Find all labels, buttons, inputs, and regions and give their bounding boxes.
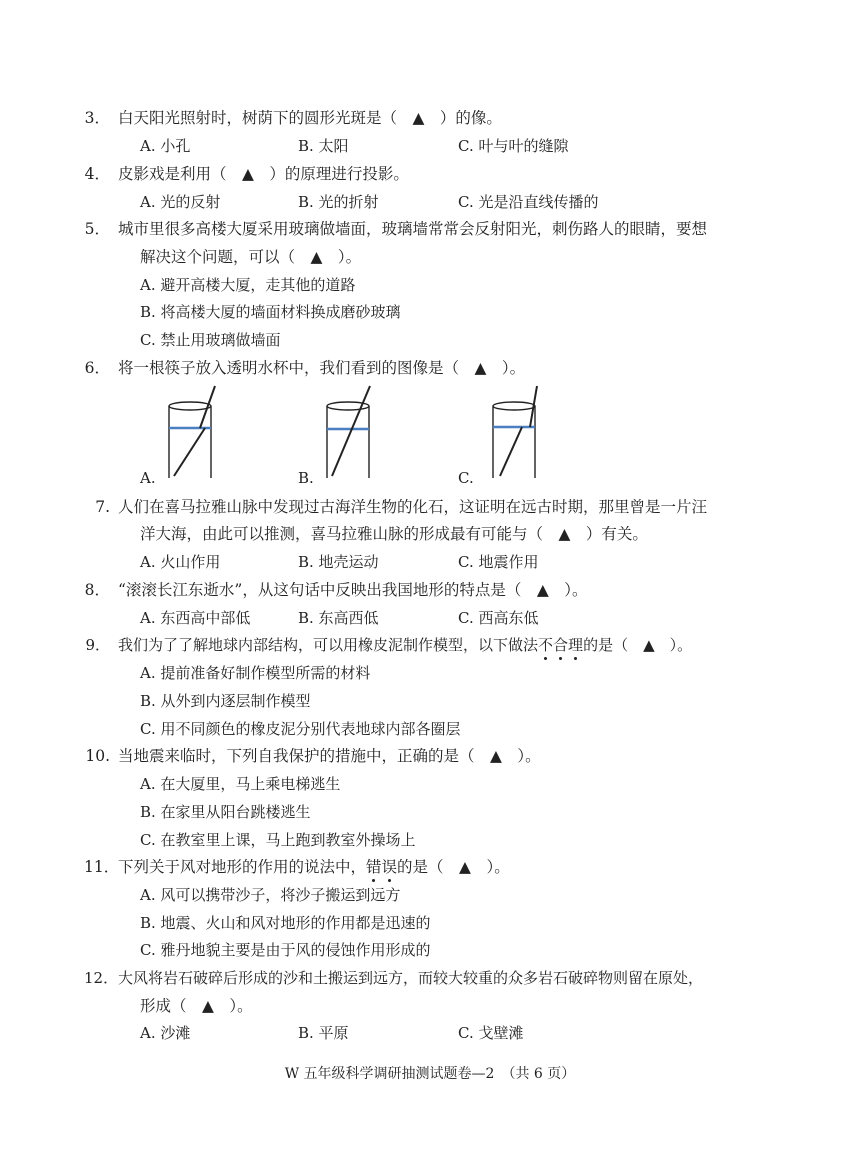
question-7-option-a: A. 火山作用 <box>140 553 221 571</box>
question-7-option-c: C. 地震作用 <box>458 553 539 571</box>
question-12-option-b: B. 平原 <box>298 1024 349 1042</box>
question-11-stem: 11．下列关于风对地形的作用的说法中，错误的是（ ▲ ）。 <box>84 858 510 876</box>
question-11-emphasis: 错误 <box>366 858 398 876</box>
question-11-option-a: A. 风可以携带沙子，将沙子搬运到远方 <box>140 886 401 904</box>
question-5-stem-cont: 解决这个问题，可以（ ▲ ）。 <box>140 248 362 266</box>
question-11-option-c: C. 雅丹地貌主要是由于风的侵蚀作用形成的 <box>140 941 431 959</box>
cup-label-c: C. <box>458 469 474 487</box>
question-9-emphasis: 不合理 <box>538 636 584 654</box>
question-7-stem: 7. 人们在喜马拉雅山脉中发现过古海洋生物的化石，这证明在远古时期，那里曾是一片汪 <box>95 498 708 516</box>
question-8-option-a: A. 东西高中部低 <box>140 609 251 627</box>
question-3-option-c: C. 叶与叶的缝隙 <box>458 137 569 155</box>
question-9-option-b: B. 从外到内逐层制作模型 <box>140 692 311 710</box>
page-footer: W 五年级科学调研抽测试题卷—2 （共 6 页） <box>284 1066 576 1082</box>
question-12-option-c: C. 戈壁滩 <box>458 1024 524 1042</box>
question-12-stem: 12．大风将岩石破碎后形成的沙和土搬运到远方，而较大较重的众多岩石破碎物则留在原处， <box>84 969 704 987</box>
question-5-option-b: B. 将高楼大厦的墙面材料换成磨砂玻璃 <box>140 303 401 321</box>
question-3-stem: 3． 白天阳光照射时，树荫下的圆形光斑是（ ▲ ）的像。 <box>84 109 502 127</box>
question-4-option-a: A. 光的反射 <box>140 193 221 211</box>
question-7-stem-cont: 洋大海，由此可以推测，喜马拉雅山脉的形成最有可能与（ ▲ ）有关。 <box>140 525 648 543</box>
question-5-option-c: C. 禁止用玻璃做墙面 <box>140 331 281 349</box>
question-12-stem-cont: 形成（ ▲ ）。 <box>140 997 253 1015</box>
question-6-stem: 6． 将一根筷子放入透明水杯中，我们看到的图像是（ ▲ ）。 <box>84 359 526 377</box>
question-4-option-b: B. 光的折射 <box>298 193 379 211</box>
cup-label-a: A. <box>140 469 156 487</box>
cup-figure-a <box>160 384 222 484</box>
question-5-option-a: A. 避开高楼大厦，走其他的道路 <box>140 276 356 294</box>
question-10-stem: 10. 当地震来临时，下列自我保护的措施中，正确的是（ ▲ ）。 <box>85 747 541 765</box>
question-7-option-b: B. 地壳运动 <box>298 553 379 571</box>
question-11-option-b: B. 地震、火山和风对地形的作用都是迅速的 <box>140 914 431 932</box>
question-3-option-b: B. 太阳 <box>298 137 349 155</box>
cup-figure-b <box>318 384 380 484</box>
question-3-option-a: A. 小孔 <box>140 137 191 155</box>
question-9-stem: 9． 我们为了了解地球内部结构，可以用橡皮泥制作模型，以下做法不合理的是（ ▲ ）。 <box>85 636 693 654</box>
cup-label-b: B. <box>298 469 314 487</box>
question-8-stem: 8． “滚滚长江东逝水”，从这句话中反映出我国地形的特点是（ ▲ ）。 <box>84 581 588 599</box>
question-4-option-c: C. 光是沿直线传播的 <box>458 193 599 211</box>
cup-figure-c <box>484 384 546 484</box>
question-5-stem: 5． 城市里很多高楼大厦采用玻璃做墙面，玻璃墙常常会反射阳光，刺伤路人的眼睛，要想 <box>84 220 708 238</box>
question-12-option-a: A. 沙滩 <box>140 1024 191 1042</box>
question-10-option-a: A. 在大厦里，马上乘电梯逃生 <box>140 775 341 793</box>
question-8-option-b: B. 东高西低 <box>298 609 379 627</box>
question-9-option-c: C. 用不同颜色的橡皮泥分别代表地球内部各圈层 <box>140 720 461 738</box>
question-4-stem: 4． 皮影戏是利用（ ▲ ）的原理进行投影。 <box>84 165 409 183</box>
question-10-option-c: C. 在教室里上课，马上跑到教室外操场上 <box>140 831 416 849</box>
question-9-option-a: A. 提前准备好制作模型所需的材料 <box>140 664 371 682</box>
question-8-option-c: C. 西高东低 <box>458 609 539 627</box>
question-10-option-b: B. 在家里从阳台跳楼逃生 <box>140 803 311 821</box>
